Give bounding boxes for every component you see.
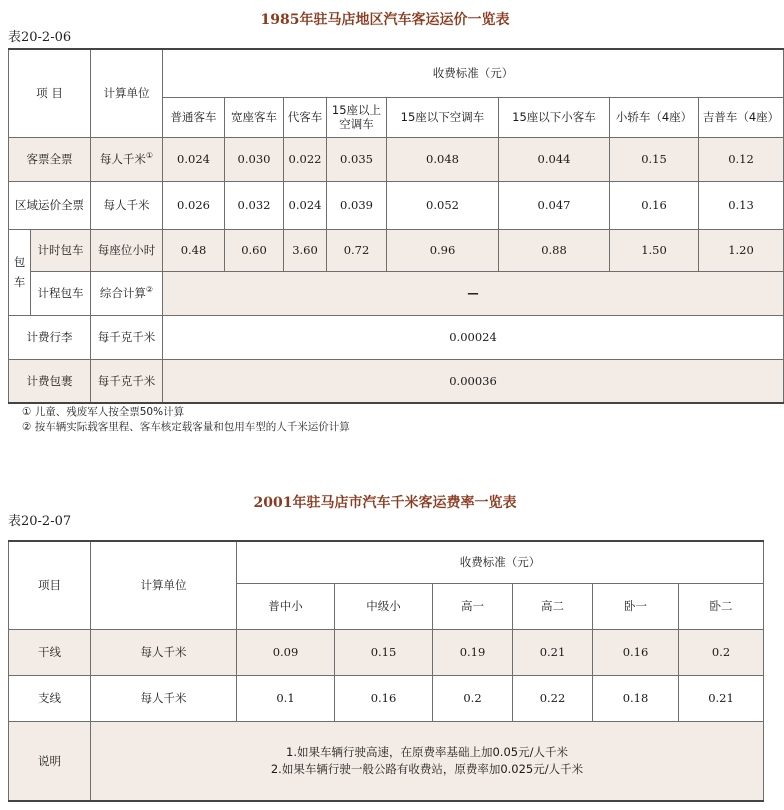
t1-row-charter-distance bbox=[9, 271, 784, 315]
t1-row1-v1: 0.032 bbox=[225, 181, 284, 229]
t2-type-4: 卧一 bbox=[593, 583, 679, 629]
t2-row1-v3: 0.22 bbox=[513, 675, 593, 721]
table1-title: 1985年驻马店地区汽车客运运价一览表 bbox=[260, 12, 510, 28]
t1-type-6: 小轿车（4座） bbox=[610, 97, 699, 137]
t1-type-0: 普通客车 bbox=[163, 97, 225, 137]
t1-timed-v0: 0.48 bbox=[163, 229, 225, 271]
t1-row1-v2: 0.024 bbox=[284, 181, 327, 229]
t1-parcel-unit: 每千克千米 bbox=[91, 359, 163, 403]
t1-luggage-unit: 每千克千米 bbox=[91, 315, 163, 359]
t1-type-5: 15座以下小客车 bbox=[499, 97, 610, 137]
t1-timed-v3: 0.72 bbox=[327, 229, 387, 271]
t2-row0-unit: 每人千米 bbox=[91, 629, 237, 675]
t2-row1-unit: 每人千米 bbox=[91, 675, 237, 721]
t1-row-luggage bbox=[9, 315, 784, 359]
t1-type-7: 吉普车（4座） bbox=[699, 97, 784, 137]
t1-luggage-item: 计费行李 bbox=[9, 315, 91, 359]
t1-row1-item: 区域运价全票 bbox=[9, 181, 91, 229]
t2-row0-v2: 0.19 bbox=[433, 629, 513, 675]
t1-row-full-ticket bbox=[9, 137, 784, 181]
t2-header-standard: 收费标准（元） bbox=[237, 541, 764, 583]
t1-row1-v6: 0.16 bbox=[610, 181, 699, 229]
t2-remark-item: 说明 bbox=[9, 721, 91, 801]
t2-row0-item: 干线 bbox=[9, 629, 91, 675]
t1-row0-v0: 0.024 bbox=[163, 137, 225, 181]
t2-remark-line-2: 2.如果车辆行驶一般公路有收费站，原费率加0.025元/人千米 bbox=[270, 761, 584, 776]
t1-distance-item: 计程包车 bbox=[31, 271, 91, 315]
t1-note-1: ① 儿童、残废军人按全票50%计算 bbox=[22, 406, 185, 418]
t2-type-3: 高二 bbox=[513, 583, 593, 629]
t1-row1-v0: 0.026 bbox=[163, 181, 225, 229]
t1-type-4: 15座以下空调车 bbox=[387, 97, 499, 137]
t1-row0-v7: 0.12 bbox=[699, 137, 784, 181]
t1-row0-v3: 0.035 bbox=[327, 137, 387, 181]
t2-row1-v4: 0.18 bbox=[593, 675, 679, 721]
t1-timed-v7: 1.20 bbox=[699, 229, 784, 271]
table1-number: 表20-2-06 bbox=[8, 30, 72, 45]
t1-note-2: ② 按车辆实际载客里程、客车核定载客量和包用车型的人千米运价计算 bbox=[22, 421, 350, 433]
t1-timed-v6: 1.50 bbox=[610, 229, 699, 271]
t1-row1-v3: 0.039 bbox=[327, 181, 387, 229]
t1-row1-v5: 0.047 bbox=[499, 181, 610, 229]
t2-remark-line-1: 1.如果车辆行驶高速，在原费率基础上加0.05元/人千米 bbox=[286, 744, 568, 759]
t2-type-2: 高一 bbox=[433, 583, 513, 629]
t1-distance-value: — bbox=[163, 271, 784, 315]
t2-remark-text bbox=[91, 721, 764, 801]
t1-timed-unit: 每座位小时 bbox=[91, 229, 163, 271]
t2-row0-v0: 0.09 bbox=[237, 629, 335, 675]
t2-row1-v0: 0.1 bbox=[237, 675, 335, 721]
table2-number: 表20-2-07 bbox=[8, 514, 72, 529]
t1-row0-v4: 0.048 bbox=[387, 137, 499, 181]
t2-row1-v5: 0.21 bbox=[679, 675, 764, 721]
t2-row-branch bbox=[9, 675, 764, 721]
t2-row1-item: 支线 bbox=[9, 675, 91, 721]
t1-header-unit: 计算单位 bbox=[91, 49, 163, 137]
table1 bbox=[8, 48, 784, 404]
table2 bbox=[8, 540, 764, 802]
t1-parcel-item: 计费包裹 bbox=[9, 359, 91, 403]
t2-row0-v4: 0.16 bbox=[593, 629, 679, 675]
t1-type-1: 宽座客车 bbox=[225, 97, 284, 137]
t2-row-remark bbox=[9, 721, 764, 801]
t1-timed-item: 计时包车 bbox=[31, 229, 91, 271]
t2-row-trunk bbox=[9, 629, 764, 675]
t1-row-regional bbox=[9, 181, 784, 229]
t2-row0-v3: 0.21 bbox=[513, 629, 593, 675]
t1-timed-v2: 3.60 bbox=[284, 229, 327, 271]
t2-type-5: 卧二 bbox=[679, 583, 764, 629]
t1-header-item: 项 目 bbox=[9, 49, 91, 137]
t1-row-charter-timed bbox=[9, 229, 784, 271]
t1-row0-v6: 0.15 bbox=[610, 137, 699, 181]
t2-row1-v2: 0.2 bbox=[433, 675, 513, 721]
t2-header-item: 项目 bbox=[9, 541, 91, 629]
t2-row0-v5: 0.2 bbox=[679, 629, 764, 675]
t1-row1-unit: 每人千米 bbox=[91, 181, 163, 229]
t1-timed-v1: 0.60 bbox=[225, 229, 284, 271]
t1-row0-v5: 0.044 bbox=[499, 137, 610, 181]
t2-header-unit: 计算单位 bbox=[91, 541, 237, 629]
t1-timed-v4: 0.96 bbox=[387, 229, 499, 271]
t1-charter-group: 包车 bbox=[9, 229, 31, 315]
t2-type-1: 中级小 bbox=[335, 583, 433, 629]
t1-parcel-value: 0.00036 bbox=[163, 359, 784, 403]
table2-title: 2001年驻马店市汽车千米客运费率一览表 bbox=[253, 495, 517, 511]
table1-notes bbox=[22, 405, 350, 435]
t2-row1-v1: 0.16 bbox=[335, 675, 433, 721]
t1-distance-unit: 综合计算② bbox=[91, 271, 163, 315]
t1-timed-v5: 0.88 bbox=[499, 229, 610, 271]
t1-type-2: 代客车 bbox=[284, 97, 327, 137]
t1-type-3: 15座以上空调车 bbox=[327, 97, 387, 137]
t1-header-standard: 收费标准（元） bbox=[163, 49, 784, 97]
t1-row-parcel bbox=[9, 359, 784, 403]
t2-type-0: 普中小 bbox=[237, 583, 335, 629]
t1-row0-v1: 0.030 bbox=[225, 137, 284, 181]
t1-row1-v4: 0.052 bbox=[387, 181, 499, 229]
t1-row0-unit: 每人千米① bbox=[91, 137, 163, 181]
t1-row0-item: 客票全票 bbox=[9, 137, 91, 181]
t1-luggage-value: 0.00024 bbox=[163, 315, 784, 359]
t1-row0-v2: 0.022 bbox=[284, 137, 327, 181]
t1-row1-v7: 0.13 bbox=[699, 181, 784, 229]
t2-row0-v1: 0.15 bbox=[335, 629, 433, 675]
